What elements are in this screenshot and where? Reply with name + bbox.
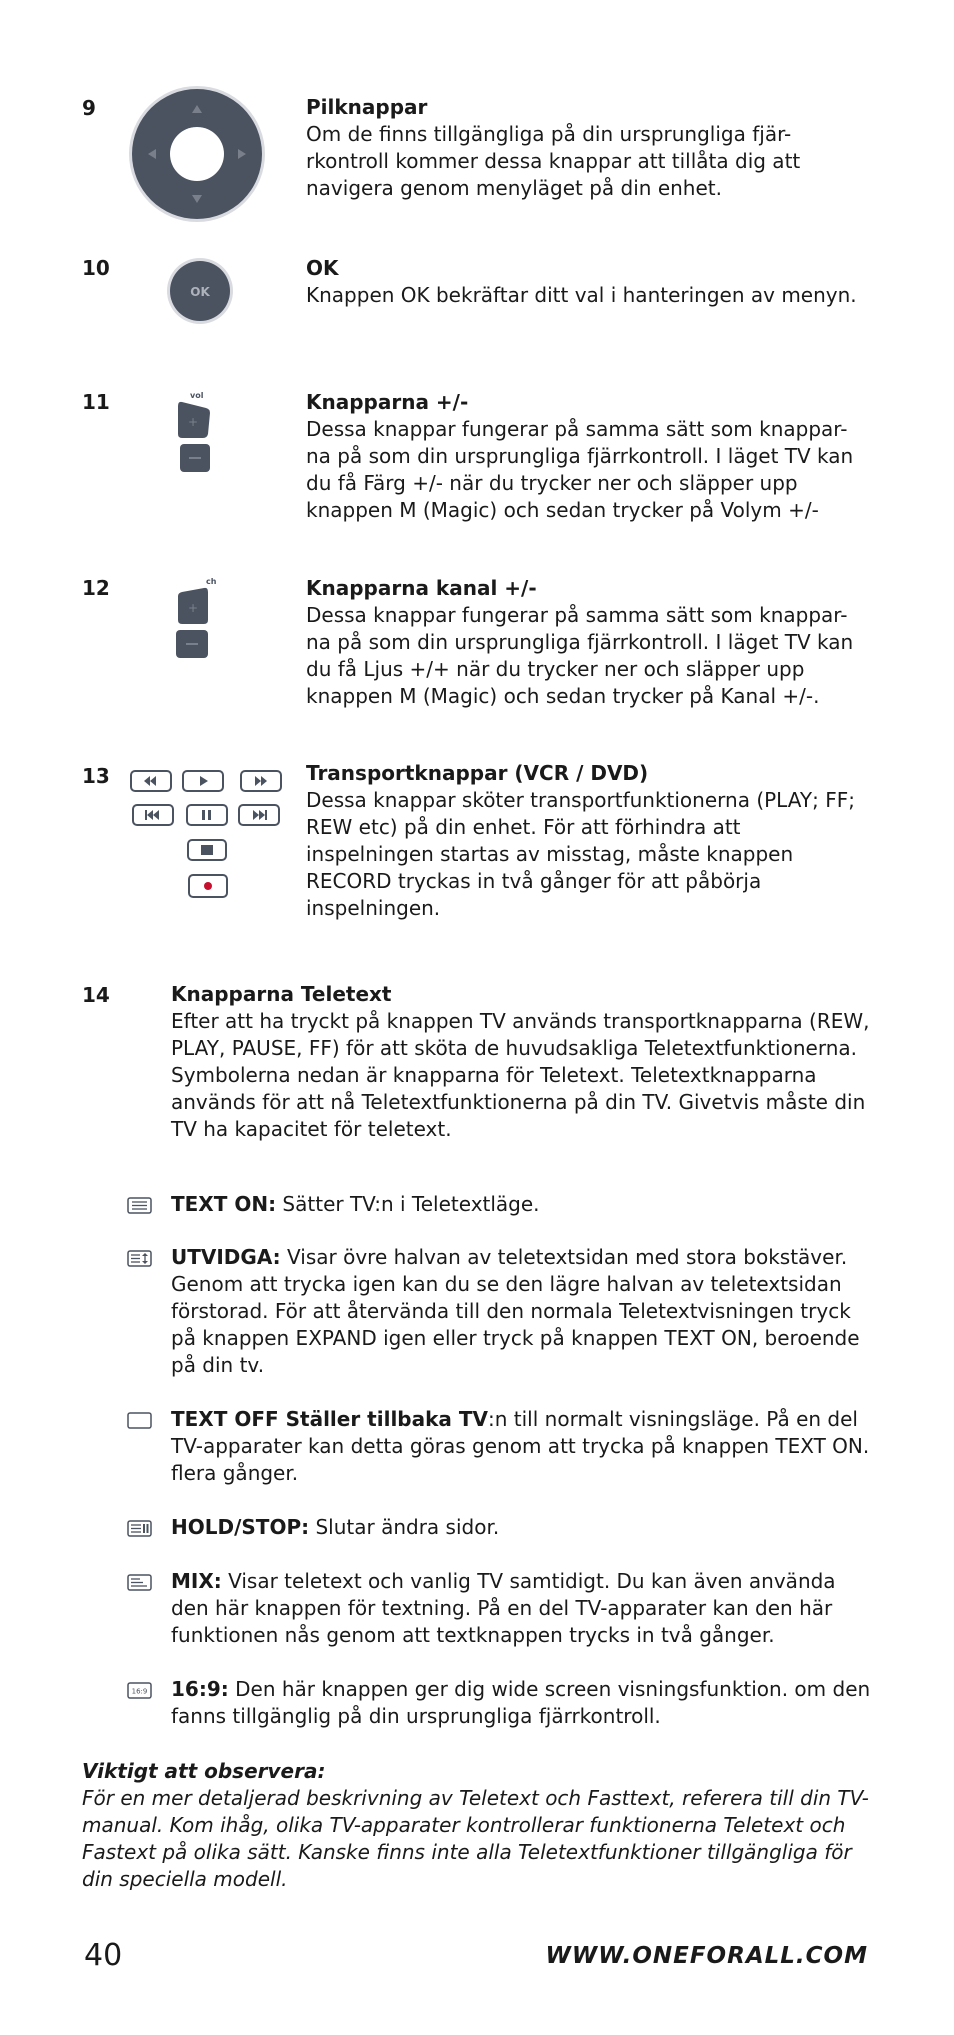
text-on-label: TEXT ON: [171,1192,277,1216]
section-13-body: Dessa knappar sköter transportfunktionerna (PLAY; FF; REW etc) på din enhet. För att förhindra att inspelningen startas av misstag, måste knappen RECORD tryckas in två gånger för att påbörja inspelningen. [306,788,855,920]
ok-button-icon [165,256,235,326]
section-10-body: Knappen OK bekräftar ditt val i hanteringen av menyn. [306,283,857,307]
transport-buttons-icon [128,768,288,908]
section-14-body: Efter att ha tryckt på knappen TV används transportknapparna (REW, PLAY, PAUSE, FF) för att sköta de huvudsakliga Teletextfunktionerna. Symbolerna nedan är knapparna för Teletext. Teletextknapparna används för att nå Teletextfunktionerna på din TV. Givetvis måste din TV ha kapacitet för teletext. [171,1009,870,1141]
arrow-keys-icon [127,84,267,224]
vol-icon-label: vol [190,391,204,400]
teletext-hold [171,1514,871,1541]
section-12-title: Knapparna kanal +/- [306,576,537,600]
section-13-number: 13 [82,764,110,788]
page-number: 40 [84,1938,123,1973]
section-11 [306,389,866,524]
section-10-title: OK [306,256,339,280]
text-off-desc: :n till normalt visningsläge. På en del TV-apparater kan detta göras genom att trycka på knappen TEXT ON. flera gånger. [171,1407,870,1485]
teletext-widescreen [171,1676,871,1730]
ch-icon-label: ch [206,577,217,586]
section-11-title: Knapparna +/- [306,390,469,414]
section-12-number: 12 [82,576,110,600]
hold-icon [127,1520,152,1537]
note-body: För en mer detaljerad beskrivning av Teletext och Fasttext, referera till din TV-manual. Kom ihåg, olika TV-apparater kontrollerar funktionerna Teletext och Fastext på olika sätt. Kanske finns inte alla Teletextfunktioner tillgängliga för din speciella modell. [82,1786,869,1891]
section-13-title: Transportknappar (VCR / DVD) [306,761,649,785]
section-11-number: 11 [82,390,110,414]
text-off-icon [127,1412,152,1429]
section-14-title: Knapparna Teletext [171,982,392,1006]
hold-desc: Slutar ändra sidor. [309,1515,500,1539]
teletext-text-off [171,1406,871,1487]
mix-desc: Visar teletext och vanlig TV samtidigt. Du kan även använda den här knappen för textning. På en del TV-apparater kan den här funktionen nås genom att textknappen trycks in två gånger. [171,1569,836,1647]
ok-icon-label: OK [190,285,210,299]
text-on-icon [127,1197,152,1214]
section-10 [306,255,866,309]
svg-text:+: + [187,415,199,429]
section-11-body: Dessa knappar fungerar på samma sätt som knappar- na på som din ursprungliga fjärrkontroll. I läget TV kan du få Färg +/- när du trycker ner och släpper upp knappen M (Magic) och sedan trycker på Volym +/- [306,417,854,522]
section-14-number: 14 [82,983,110,1007]
section-10-number: 10 [82,256,110,280]
important-note [82,1758,882,1893]
section-9 [306,94,866,202]
channel-buttons-icon [168,574,228,664]
expand-desc: Visar övre halvan av teletextsidan med stora bokstäver. Genom att trycka igen kan du se den lägre halvan av teletextsidan förstorad. För att återvända till den normala Teletextvisningen tryck på knappen EXPAND igen eller tryck på knappen TEXT ON, beroende på din tv. [171,1245,860,1377]
volume-buttons-icon [170,388,230,478]
expand-icon [127,1250,152,1267]
section-9-body: Om de finns tillgängliga på din ursprungliga fjär- rkontroll kommer dessa knappar att tillåta dig att navigera genom menyläget på din enhet. [306,122,801,200]
mix-label: MIX: [171,1569,222,1593]
footer-url: WWW.ONEFORALL.COM [545,1943,868,1969]
section-13 [306,760,866,922]
widescreen-label: 16:9: [171,1677,229,1701]
teletext-text-on [171,1191,871,1218]
section-9-number: 9 [82,96,96,120]
text-on-desc: Sätter TV:n i Teletextläge. [276,1192,540,1216]
widescreen-icon-text: 16:9 [131,1687,148,1696]
widescreen-desc: Den här knappen ger dig wide screen visningsfunktion. om den fanns tillgänglig på din ursprungliga fjärrkontroll. [171,1677,871,1728]
expand-label: UTVIDGA: [171,1245,281,1269]
teletext-mix [171,1568,871,1649]
note-title: Viktigt att observera: [82,1759,326,1783]
section-9-title: Pilknappar [306,95,428,119]
section-14 [171,981,871,1143]
svg-text:+: + [187,601,199,615]
section-12-body: Dessa knappar fungerar på samma sätt som knappar- na på som din ursprungliga fjärrkontroll. I läget TV kan du få Ljus +/+ när du trycker ner och släpper upp knappen M (Magic) och sedan trycker på Kanal +/-. [306,603,854,708]
widescreen-icon [127,1682,152,1699]
hold-label: HOLD/STOP: [171,1515,310,1539]
section-12 [306,575,866,710]
mix-icon [127,1574,152,1591]
text-off-label: TEXT OFF Ställer tillbaka TV [171,1407,489,1431]
teletext-expand [171,1244,871,1379]
